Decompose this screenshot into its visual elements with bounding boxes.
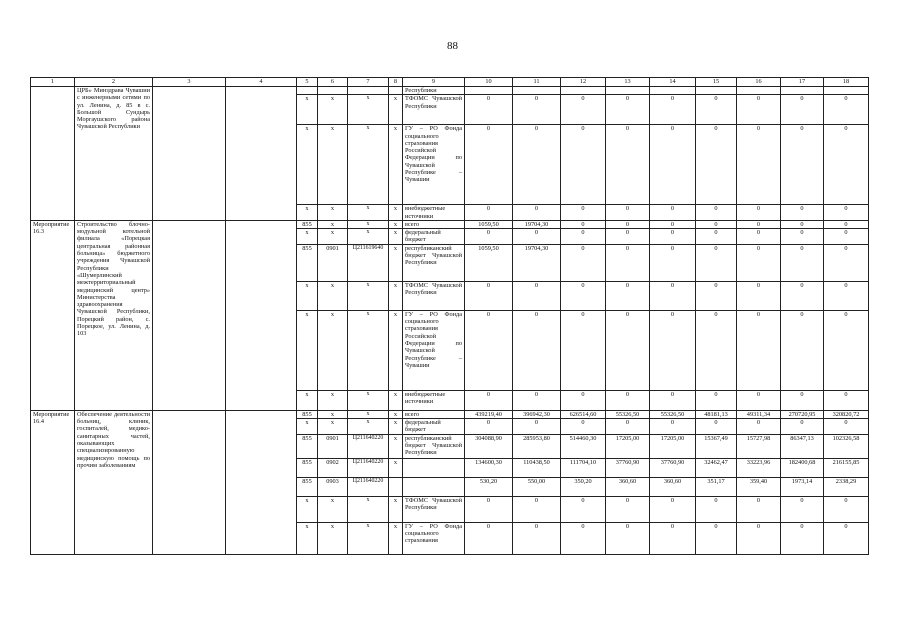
amount-cell: 17205,00 (650, 434, 696, 458)
amount-cell: 32462,47 (696, 458, 737, 477)
amount-cell: 49311,34 (737, 410, 781, 418)
amount-cell: 0 (513, 281, 561, 310)
amount-cell: 0 (696, 95, 737, 125)
amount-cell: 0 (513, 522, 561, 554)
amount-cell: 0 (513, 205, 561, 221)
amount-cell: 0 (824, 244, 869, 281)
section-code (318, 87, 348, 95)
amount-cell: 0 (513, 496, 561, 522)
target-article-code: x (348, 125, 389, 205)
target-article-code: x (348, 410, 389, 418)
expense-group-code: x (389, 95, 403, 125)
amount-cell (513, 87, 561, 95)
amount-cell: 0 (650, 125, 696, 205)
amount-cell: 0 (737, 390, 781, 410)
amount-cell: 0 (650, 244, 696, 281)
amount-cell: 102326,58 (824, 434, 869, 458)
amount-cell: 0 (465, 496, 513, 522)
amount-cell: 0 (696, 229, 737, 245)
amount-cell: 0 (606, 522, 650, 554)
target-article-code: x (348, 522, 389, 554)
amount-cell: 0 (696, 220, 737, 228)
participants-cell (226, 87, 297, 221)
section-code: x (318, 496, 348, 522)
amount-cell: 530,20 (465, 477, 513, 496)
amount-cell: 0 (781, 522, 824, 554)
expense-group-code: x (389, 229, 403, 245)
column-header: 14 (650, 78, 696, 87)
amount-cell: 55326,50 (606, 410, 650, 418)
amount-cell: 0 (824, 310, 869, 390)
amount-cell: 0 (465, 125, 513, 205)
amount-cell: 0 (561, 522, 606, 554)
column-header: 16 (737, 78, 781, 87)
amount-cell (737, 87, 781, 95)
amount-cell: 48181,13 (696, 410, 737, 418)
target-article-code: Ц211640220 (348, 477, 389, 496)
amount-cell: 0 (465, 522, 513, 554)
section-code: x (318, 125, 348, 205)
amount-cell: 2338,29 (824, 477, 869, 496)
funding-source: ГУ – РО Фонда социального страхования (403, 522, 465, 554)
target-article-code: x (348, 95, 389, 125)
column-header: 10 (465, 78, 513, 87)
amount-cell: 0 (696, 390, 737, 410)
funding-source: ТФОМС Чувашской Республики (403, 281, 465, 310)
amount-cell: 1059,50 (465, 220, 513, 228)
amount-cell: 0 (737, 244, 781, 281)
amount-cell: 0 (781, 310, 824, 390)
amount-cell: 0 (781, 419, 824, 435)
amount-cell: 86347,13 (781, 434, 824, 458)
table-row (31, 220, 869, 228)
funding-source: республиканский бюджет Чувашской Республики (403, 244, 465, 281)
grbs-code (297, 87, 318, 95)
amount-cell: 0 (737, 522, 781, 554)
expense-group-code: x (389, 310, 403, 390)
amount-cell: 0 (696, 244, 737, 281)
funding-source: ТФОМС Чувашской Республики (403, 496, 465, 522)
amount-cell: 0 (781, 95, 824, 125)
column-header: 12 (561, 78, 606, 87)
section-code: x (318, 522, 348, 554)
amount-cell: 0 (696, 496, 737, 522)
funding-source: Республики (403, 87, 465, 95)
table-row (31, 410, 869, 418)
expense-group-code: x (389, 220, 403, 228)
funding-source (403, 477, 465, 496)
amount-cell: 360,60 (606, 477, 650, 496)
target-article-code (348, 87, 389, 95)
section-code: 0903 (318, 477, 348, 496)
grbs-code: 855 (297, 244, 318, 281)
grbs-code: x (297, 522, 318, 554)
amount-cell: 0 (606, 281, 650, 310)
amount-cell: 396942,30 (513, 410, 561, 418)
amount-cell: 304088,90 (465, 434, 513, 458)
section-code: x (318, 95, 348, 125)
section-code: x (318, 390, 348, 410)
expense-group-code: x (389, 496, 403, 522)
section-code: x (318, 229, 348, 245)
grbs-code: x (297, 205, 318, 221)
amount-cell: 0 (737, 125, 781, 205)
expense-group-code (389, 477, 403, 496)
target-article-code: x (348, 220, 389, 228)
amount-cell: 0 (737, 220, 781, 228)
amount-cell: 0 (696, 281, 737, 310)
grbs-code: x (297, 310, 318, 390)
amount-cell: 0 (781, 496, 824, 522)
grbs-code: 855 (297, 477, 318, 496)
table-row (31, 87, 869, 95)
amount-cell: 0 (606, 419, 650, 435)
column-header: 9 (403, 78, 465, 87)
amount-cell: 0 (696, 205, 737, 221)
amount-cell: 0 (824, 419, 869, 435)
amount-cell: 182400,68 (781, 458, 824, 477)
amount-cell: 0 (513, 229, 561, 245)
amount-cell: 0 (824, 229, 869, 245)
amount-cell: 0 (465, 419, 513, 435)
amount-cell: 0 (781, 390, 824, 410)
target-article-code: x (348, 496, 389, 522)
amount-cell: 0 (561, 205, 606, 221)
expense-group-code: x (389, 410, 403, 418)
amount-cell: 0 (781, 205, 824, 221)
amount-cell: 626514,60 (561, 410, 606, 418)
amount-cell: 134600,30 (465, 458, 513, 477)
amount-cell: 0 (650, 522, 696, 554)
amount-cell: 351,17 (696, 477, 737, 496)
section-code: x (318, 220, 348, 228)
amount-cell: 17205,00 (606, 434, 650, 458)
funding-source: внебюджетные источники (403, 205, 465, 221)
grbs-code: 855 (297, 410, 318, 418)
amount-cell: 0 (781, 125, 824, 205)
column-header: 15 (696, 78, 737, 87)
expense-group-code: x (389, 419, 403, 435)
grbs-code: x (297, 229, 318, 245)
section-code: 0901 (318, 244, 348, 281)
amount-cell: 1059,50 (465, 244, 513, 281)
column-header: 13 (606, 78, 650, 87)
executor-cell (153, 410, 226, 554)
target-article-code: x (348, 229, 389, 245)
amount-cell: 350,20 (561, 477, 606, 496)
executor-cell (153, 220, 226, 410)
amount-cell (650, 87, 696, 95)
amount-cell: 0 (824, 125, 869, 205)
amount-cell: 0 (696, 310, 737, 390)
amount-cell: 550,00 (513, 477, 561, 496)
expense-group-code: x (389, 125, 403, 205)
measure-label: Мероприятие 16.3 (31, 220, 75, 410)
amount-cell: 15367,49 (696, 434, 737, 458)
amount-cell: 360,60 (650, 477, 696, 496)
grbs-code: x (297, 419, 318, 435)
grbs-code: x (297, 95, 318, 125)
amount-cell: 0 (561, 419, 606, 435)
column-header: 2 (75, 78, 153, 87)
amount-cell: 0 (513, 95, 561, 125)
amount-cell (781, 87, 824, 95)
target-article-code: Ц211640220 (348, 434, 389, 458)
amount-cell: 0 (737, 281, 781, 310)
amount-cell: 15727,98 (737, 434, 781, 458)
amount-cell: 19704,30 (513, 220, 561, 228)
expense-group-code: x (389, 244, 403, 281)
amount-cell (561, 87, 606, 95)
grbs-code: x (297, 496, 318, 522)
amount-cell: 0 (606, 205, 650, 221)
amount-cell: 359,40 (737, 477, 781, 496)
funding-source: федеральный бюджет (403, 419, 465, 435)
amount-cell: 111704,10 (561, 458, 606, 477)
amount-cell: 0 (606, 496, 650, 522)
amount-cell: 0 (465, 229, 513, 245)
section-code: x (318, 419, 348, 435)
amount-cell: 0 (650, 229, 696, 245)
amount-cell: 0 (824, 496, 869, 522)
expense-group-code: x (389, 390, 403, 410)
amount-cell: 55326,50 (650, 410, 696, 418)
target-article-code: x (348, 205, 389, 221)
participants-cell (226, 410, 297, 554)
amount-cell: 439219,40 (465, 410, 513, 418)
section-code: x (318, 310, 348, 390)
amount-cell: 0 (696, 419, 737, 435)
amount-cell: 0 (650, 419, 696, 435)
measure-label (31, 87, 75, 221)
amount-cell: 0 (781, 281, 824, 310)
amount-cell: 37760,90 (606, 458, 650, 477)
amount-cell: 0 (737, 310, 781, 390)
amount-cell: 0 (650, 281, 696, 310)
expense-group-code: x (389, 205, 403, 221)
amount-cell (696, 87, 737, 95)
header-row (31, 78, 869, 87)
amount-cell: 0 (696, 125, 737, 205)
column-header: 7 (348, 78, 389, 87)
target-article-code: Ц211640220 (348, 458, 389, 477)
funding-source: всего (403, 410, 465, 418)
funding-source (403, 458, 465, 477)
grbs-code: 855 (297, 220, 318, 228)
amount-cell: 270720,95 (781, 410, 824, 418)
amount-cell: 0 (824, 522, 869, 554)
column-header: 6 (318, 78, 348, 87)
amount-cell: 0 (513, 390, 561, 410)
amount-cell: 0 (561, 244, 606, 281)
funding-source: всего (403, 220, 465, 228)
amount-cell: 285953,80 (513, 434, 561, 458)
amount-cell: 320820,72 (824, 410, 869, 418)
section-code: x (318, 205, 348, 221)
amount-cell: 0 (650, 496, 696, 522)
amount-cell: 0 (824, 220, 869, 228)
column-header: 18 (824, 78, 869, 87)
funding-source: ГУ – РО Фонда социального страхования Российской Федерации по Чувашской Республике – Чувашии (403, 125, 465, 205)
amount-cell: 0 (650, 390, 696, 410)
table-header (31, 78, 869, 87)
column-header: 1 (31, 78, 75, 87)
amount-cell: 0 (781, 229, 824, 245)
amount-cell: 0 (465, 95, 513, 125)
amount-cell: 0 (824, 205, 869, 221)
participants-cell (226, 220, 297, 410)
measure-label: Мероприятие 16.4 (31, 410, 75, 554)
amount-cell: 0 (737, 95, 781, 125)
funding-source: ТФОМС Чувашской Республики (403, 95, 465, 125)
executor-cell (153, 87, 226, 221)
amount-cell: 216155,85 (824, 458, 869, 477)
grbs-code: x (297, 390, 318, 410)
amount-cell: 514460,30 (561, 434, 606, 458)
target-article-code: x (348, 390, 389, 410)
measure-name: ЦРБ» Минздрава Чувашии с инженерными сетями по ул. Ленина, д. 85 в с. Большой Сундырь Моргаушского района Чувашской Республики (75, 87, 153, 221)
expense-group-code: x (389, 434, 403, 458)
amount-cell (824, 87, 869, 95)
measure-name: Строительство блочно-модульной котельной филиала «Порецкая центральная районная больница» бюджетного учреждения Чувашской Республики «Шумерлинский межтерриториальный медицинский центр» Министерства здравоохранения Чувашской Республики, Порецкий район, с. Порецкое, ул. Ленина, д. 103 (75, 220, 153, 410)
amount-cell: 0 (824, 281, 869, 310)
section-code: 0902 (318, 458, 348, 477)
amount-cell: 0 (781, 220, 824, 228)
amount-cell: 0 (696, 522, 737, 554)
amount-cell: 0 (606, 390, 650, 410)
amount-cell: 0 (561, 310, 606, 390)
target-article-code: x (348, 310, 389, 390)
grbs-code: 855 (297, 458, 318, 477)
column-header: 4 (226, 78, 297, 87)
grbs-code: x (297, 125, 318, 205)
amount-cell: 0 (561, 229, 606, 245)
expense-group-code: x (389, 281, 403, 310)
amount-cell: 0 (737, 205, 781, 221)
funding-source: республиканский бюджет Чувашской Республики (403, 434, 465, 458)
page-number: 88 (447, 40, 458, 52)
amount-cell: 0 (513, 310, 561, 390)
amount-cell: 0 (606, 229, 650, 245)
amount-cell: 37760,90 (650, 458, 696, 477)
amount-cell: 0 (561, 125, 606, 205)
table-body (31, 87, 869, 555)
amount-cell: 0 (650, 205, 696, 221)
amount-cell: 0 (650, 95, 696, 125)
section-code: x (318, 410, 348, 418)
grbs-code: x (297, 281, 318, 310)
amount-cell: 0 (606, 95, 650, 125)
funding-source: федеральный бюджет (403, 229, 465, 245)
amount-cell (606, 87, 650, 95)
funding-source: внебюджетные источники (403, 390, 465, 410)
amount-cell: 0 (606, 244, 650, 281)
amount-cell: 0 (737, 419, 781, 435)
amount-cell: 33223,96 (737, 458, 781, 477)
amount-cell: 0 (606, 125, 650, 205)
amount-cell: 0 (606, 310, 650, 390)
budget-table (30, 77, 869, 555)
amount-cell: 0 (561, 95, 606, 125)
amount-cell: 19704,30 (513, 244, 561, 281)
amount-cell: 0 (465, 310, 513, 390)
target-article-code: x (348, 419, 389, 435)
amount-cell: 0 (737, 229, 781, 245)
amount-cell (465, 87, 513, 95)
column-header: 5 (297, 78, 318, 87)
amount-cell: 0 (606, 220, 650, 228)
amount-cell: 1973,14 (781, 477, 824, 496)
amount-cell: 0 (650, 220, 696, 228)
column-header: 8 (389, 78, 403, 87)
column-header: 17 (781, 78, 824, 87)
target-article-code: Ц211619640 (348, 244, 389, 281)
amount-cell: 0 (561, 281, 606, 310)
expense-group-code (389, 87, 403, 95)
amount-cell: 0 (513, 125, 561, 205)
amount-cell: 0 (824, 390, 869, 410)
amount-cell: 0 (781, 244, 824, 281)
amount-cell: 0 (561, 496, 606, 522)
amount-cell: 0 (824, 95, 869, 125)
grbs-code: 855 (297, 434, 318, 458)
expense-group-code: x (389, 522, 403, 554)
amount-cell: 0 (465, 281, 513, 310)
column-header: 11 (513, 78, 561, 87)
measure-name: Обеспечение деятельности больниц, клиник, госпиталей, медико-санитарных частей, оказывающих специализированную медицинскую помощь по прочим заболеваниям (75, 410, 153, 554)
section-code: 0901 (318, 434, 348, 458)
funding-source: ГУ – РО Фонда социального страхования Российской Федерации по Чувашской Республике – Чувашии (403, 310, 465, 390)
section-code: x (318, 281, 348, 310)
amount-cell: 0 (513, 419, 561, 435)
amount-cell: 0 (465, 390, 513, 410)
amount-cell: 0 (561, 220, 606, 228)
expense-group-code: x (389, 458, 403, 477)
column-header: 3 (153, 78, 226, 87)
amount-cell: 0 (561, 390, 606, 410)
amount-cell: 0 (737, 496, 781, 522)
amount-cell: 0 (465, 205, 513, 221)
amount-cell: 0 (650, 310, 696, 390)
target-article-code: x (348, 281, 389, 310)
amount-cell: 110438,50 (513, 458, 561, 477)
